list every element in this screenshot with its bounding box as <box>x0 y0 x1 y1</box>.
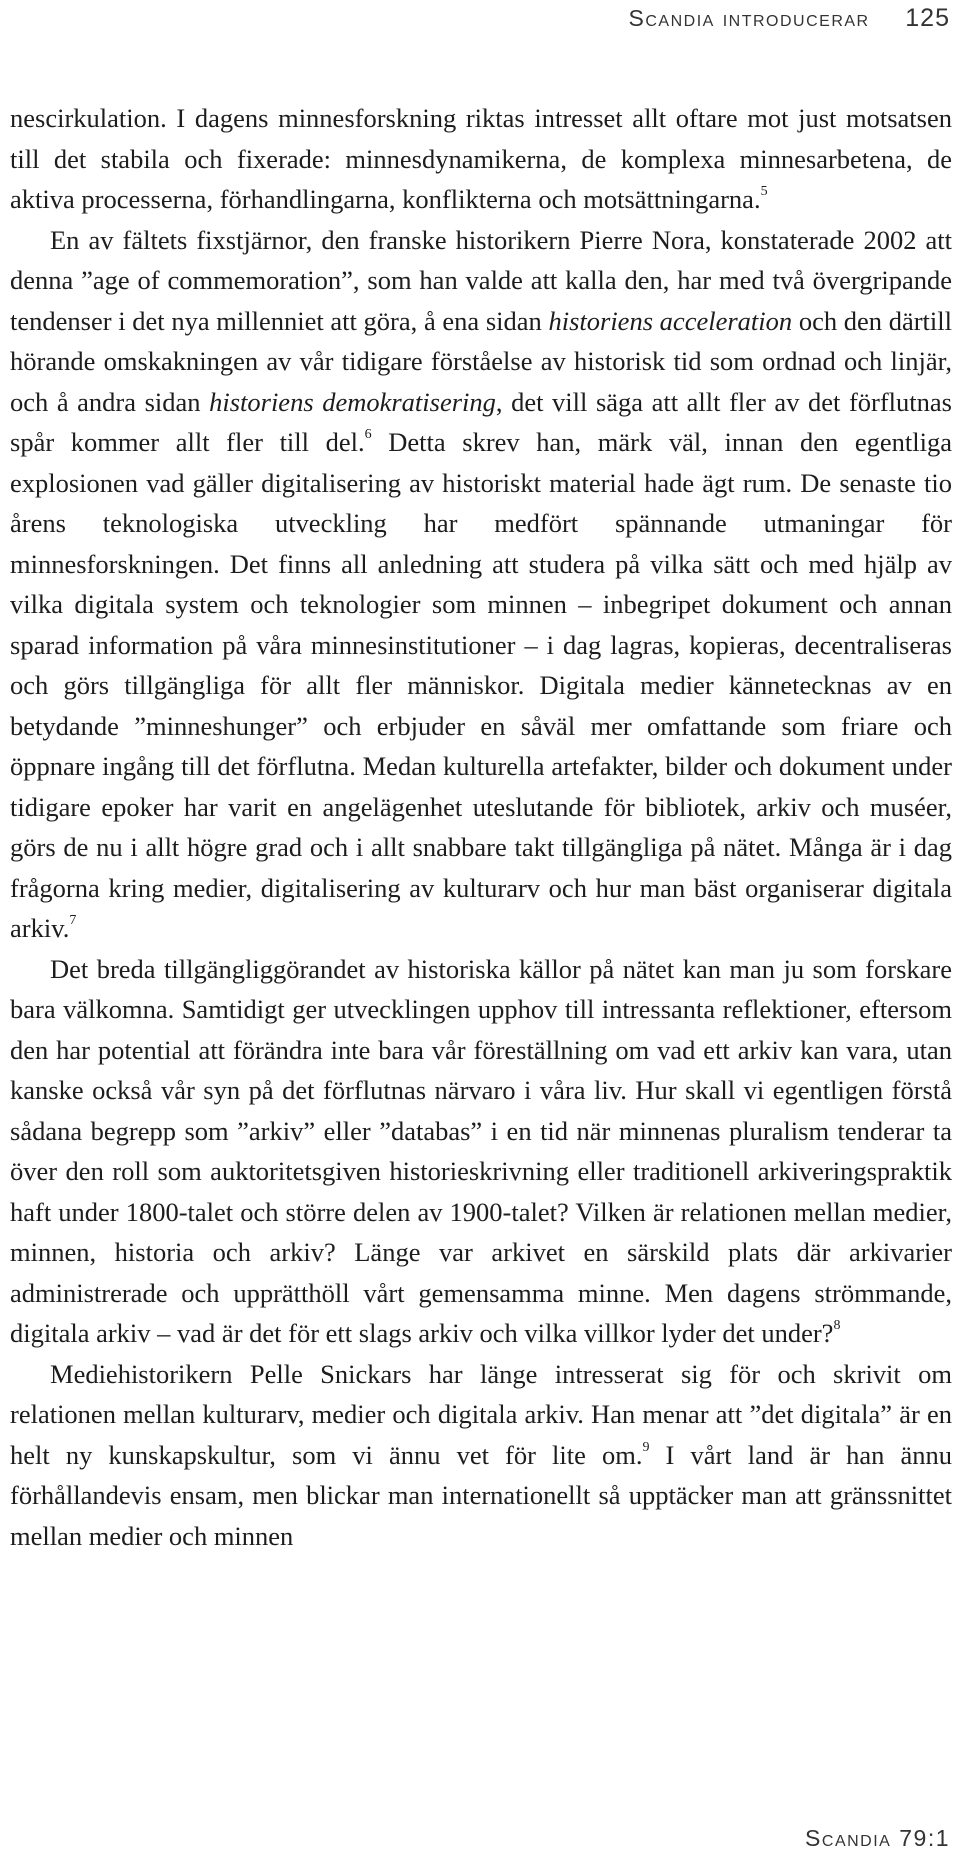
footnote-marker: 8 <box>833 1318 841 1334</box>
emphasized-phrase: historiens acceleration <box>548 305 793 336</box>
paragraph-text: nescirkulation. I dagens minnesforskning riktas intresset allt oftare mot just motsatsen till det stabila och fixerade: minnesdynamikerna, de komplexa minnesarbetena, de aktiva processerna, förhandlingarna, konflikterna och motsättningarna. <box>10 103 952 214</box>
paragraph-text: och den därtill hörande omskakningen av vår tidigare förståelse av historisk tid som ordnad och linjär, och å andra sidan <box>10 305 952 417</box>
footnote-marker: 9 <box>642 1439 650 1455</box>
paragraph-text: I vårt land är han ännu förhållandevis ensam, men blickar man internationellt så upptäcker man att gränssnittet mellan medier och minnen <box>10 1439 952 1551</box>
paragraph <box>10 949 952 1354</box>
footnote-marker: 6 <box>364 427 372 443</box>
article-body <box>10 98 952 1556</box>
paragraph-text: , det vill säga att allt fler av det förflutnas spår kommer allt fler till del. <box>10 386 952 457</box>
paragraph-text: Det breda tillgängliggörandet av historiska källor på nätet kan man ju som forskare bara välkomna. Samtidigt ger utvecklingen upphov till intressanta reflektioner, eftersom den har potential att förändra inte bara vår föreställning om vad ett arkiv kan vara, utan kanske också vår syn på det förflutnas närvaro i våra liv. Hur skall vi egentligen förstå sådana begrepp som ”arkiv” eller ”databas” i en tid när minnenas pluralism tenderar ta över den roll som auktoritetsgiven historieskrivning eller traditionell arkiveringspraktik haft under 1800-talet och större delen av 1900-talet? Vilken är relationen mellan medier, minnen, historia och arkiv? Länge var arkivet en särskild plats där arkivarier administrerade och upprätthöll vårt gemensamma minne. Men dagens strömmande, digitala arkiv – vad är det för ett slags arkiv och vilka villkor lyder det under? <box>10 953 952 1348</box>
paragraph-text: Mediehistorikern Pelle Snickars har länge intresserat sig för och skrivit om relationen mellan kulturarv, medier och digitala arkiv. Han menar att ”det digitala” är en helt ny kunskapskultur, som vi ännu vet för lite om. <box>10 1358 952 1470</box>
emphasized-phrase: historiens demokratisering <box>209 386 496 417</box>
page-number: 125 <box>905 4 950 32</box>
footnote-marker: 7 <box>69 913 77 929</box>
running-head <box>629 4 950 33</box>
paragraph <box>10 98 952 220</box>
running-head-journal: Scandia introducerar <box>628 5 870 31</box>
paragraph-text: En av fältets fixstjärnor, den franske historikern Pierre Nora, konstaterade 2002 att denna ”age of commemoration”, som han valde att kalla den, har med två övergripande tendenser i det nya millenniet att göra, å ena sidan <box>10 224 952 336</box>
paragraph-text: Detta skrev han, märk väl, innan den egentliga explosionen vad gäller digitalisering av historiskt material hade ägt rum. De senaste tio årens teknologiska utveckling har medfört spännande utmaningar för minnesforskningen. Det finns all anledning att studera på vilka sätt och med hjälp av vilka digitala system och teknologier som minnen – inbegripet dokument och annan sparad information på våra minnesinstitutioner – i dag lagras, kopieras, decentraliseras och görs tillgängliga för allt fler människor. Digitala medier kännetecknas av en betydande ”minneshunger” och erbjuder en såväl mer omfattande som friare och öppnare ingång till det förflutna. Medan kulturella artefakter, bilder och dokument under tidigare epoker har varit en angelägenhet uteslutande för bibliotek, arkiv och muséer, görs de nu i allt högre grad och i allt snabbare takt tillgängliga på nätet. Många är i dag frågorna kring medier, digitalisering av kulturarv och hur man bäst organiserar digitala arkiv. <box>10 427 952 943</box>
running-foot: Scandia 79:1 <box>805 1825 950 1851</box>
paragraph <box>10 1354 952 1557</box>
paragraph <box>10 220 952 949</box>
footnote-marker: 5 <box>760 184 768 200</box>
